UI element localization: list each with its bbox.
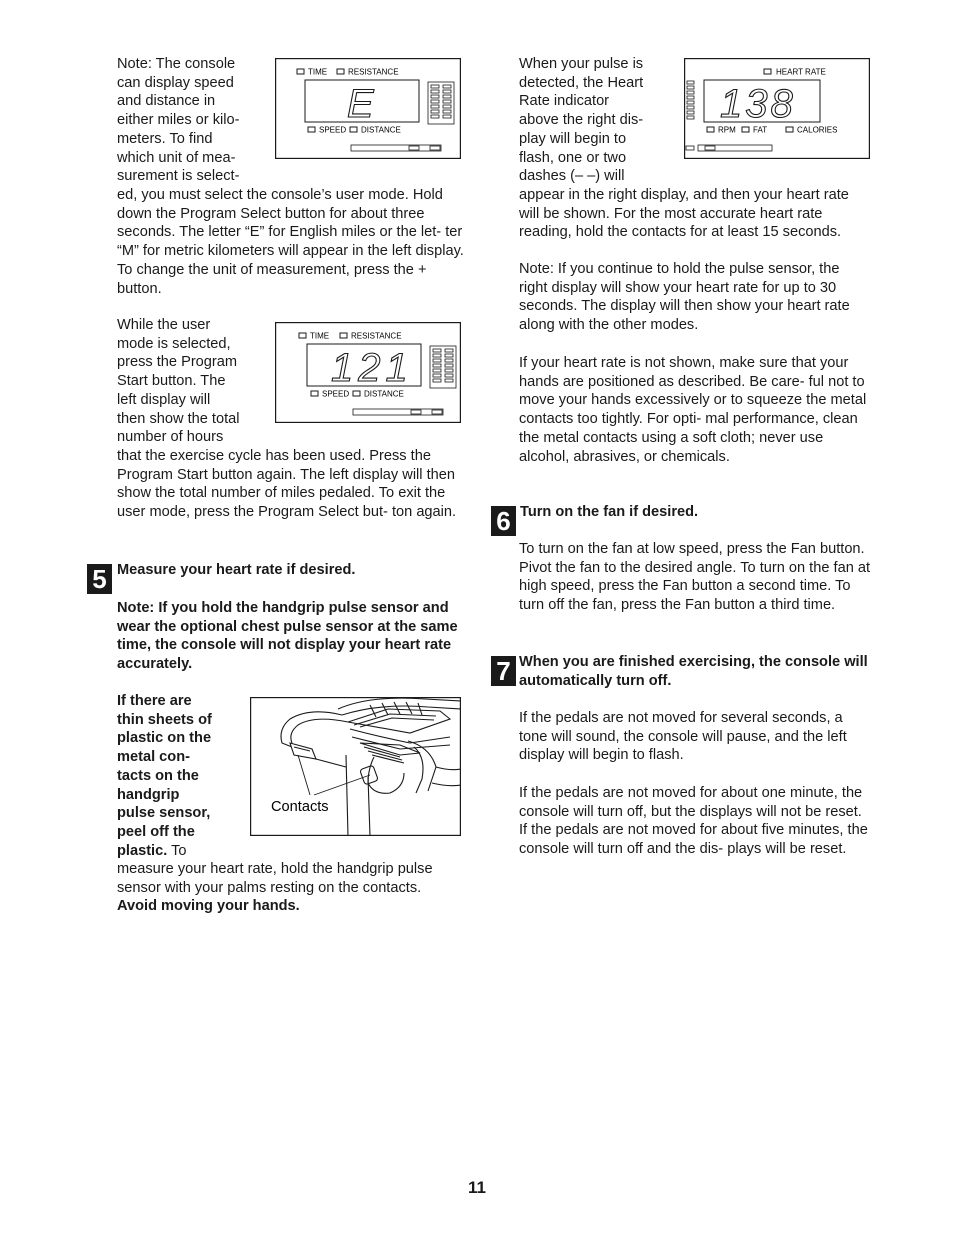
text-line: plastic on the — [117, 730, 212, 747]
time-label: TIME — [310, 331, 330, 341]
heart-rate-label: HEART RATE — [776, 67, 826, 77]
speed-label: SPEED — [322, 389, 350, 399]
step-5-measure-text — [117, 860, 462, 916]
text-line: When your pulse is — [519, 56, 644, 72]
text-line: flash, one or two — [519, 149, 627, 166]
lcd-digits: E — [347, 82, 374, 126]
text-line: Note: The console — [117, 56, 236, 72]
text-line: left display will — [117, 391, 211, 408]
step-6-heading: Turn on the fan if desired. — [520, 504, 699, 520]
text-line: Rate indicator — [519, 93, 610, 110]
console-display-figure-121 — [275, 322, 461, 423]
heart-rate-display-figure — [684, 58, 870, 159]
col2-paragraph-2: Note: If you continue to hold the pulse sensor, the right display will show your heart rate for up to 30 seconds. The display will then show your heart rate along with the other modes. — [519, 261, 850, 334]
step-5-heading: Measure your heart rate if desired. — [117, 562, 356, 578]
step-7-body-1: If the pedals are not moved for several seconds, a tone will sound, the console will pause, and the left display will begin to flash. — [519, 710, 847, 764]
text-line: either miles or kilo- — [117, 112, 240, 129]
step-7-heading: When you are finished exercising, the console will automatically turn off. — [519, 654, 868, 689]
distance-label: DISTANCE — [361, 125, 401, 135]
text-line: pulse sensor, — [117, 805, 211, 822]
handgrip-contacts-figure — [250, 697, 461, 836]
step-number-5: 5 — [87, 564, 112, 594]
text-line: If there are — [117, 693, 192, 709]
resistance-label: RESISTANCE — [348, 67, 399, 77]
text-line: peel off the — [117, 823, 195, 840]
text-line: While the user — [117, 317, 211, 333]
console-display-figure-e — [275, 58, 461, 159]
step-number-6: 6 — [491, 506, 516, 536]
text-line: thin sheets of — [117, 711, 212, 728]
text-line: number of hours — [117, 429, 224, 446]
avoid-moving-hands: Avoid moving your hands. — [117, 898, 300, 915]
rpm-label: RPM — [718, 125, 736, 135]
text-line: dashes (– –) will — [519, 168, 625, 185]
text-line: which unit of mea- — [117, 149, 236, 166]
text-line: then show the total — [117, 410, 240, 427]
step-6-body: To turn on the fan at low speed, press the Fan button. Pivot the fan to the desired angle. To turn on the fan at high speed, press the Fan button a second time. To turn off the fan, press the Fan button a third time. — [519, 541, 871, 614]
lcd-digits: 138 — [720, 82, 796, 126]
resistance-label: RESISTANCE — [351, 331, 402, 341]
time-label: TIME — [308, 67, 328, 77]
col2-paragraph-1-rest: appear in the right display, and then your heart rate will be shown. For the most accurate heart rate reading, hold the contacts for at least 15 seconds. — [519, 187, 849, 241]
col1-paragraph-1-wrap — [117, 55, 239, 186]
text-line: and distance in — [117, 93, 216, 110]
text-line: can display speed — [117, 74, 234, 91]
col2-paragraph-1-wrap — [519, 55, 643, 186]
normal-text: To — [167, 842, 187, 859]
text-line: tacts on the — [117, 767, 199, 784]
bold-text: plastic. — [117, 842, 168, 859]
calories-label: CALORIES — [797, 125, 838, 135]
speed-label: SPEED — [319, 125, 347, 135]
col2-paragraph-3: If your heart rate is not shown, make sure that your hands are positioned as described. Be care- ful not to move your hands excessively or to squeeze the metal contacts too tightly. For opti- mal performance, clean the metal contacts using a soft cloth; never use alcohol, abrasives, or chemicals. — [519, 355, 867, 465]
step-5-note: Note: If you hold the handgrip pulse sensor and wear the optional chest pulse sensor at the same time, the console will not display your heart rate accurately. — [117, 600, 458, 673]
text-line: metal con- — [117, 749, 190, 766]
text-line — [117, 842, 212, 861]
contacts-label: Contacts — [271, 799, 329, 815]
distance-label: DISTANCE — [364, 389, 404, 399]
step-number-7: 7 — [491, 656, 516, 686]
page-number: 11 — [468, 1178, 486, 1197]
col1-paragraph-2-rest: that the exercise cycle has been used. Press the Program Start button again. The left display will then show the total number of miles pedaled. To exit the user mode, press the Program Select but- ton again. — [117, 448, 457, 521]
text-line: press the Program — [117, 354, 238, 371]
col1-paragraph-1-rest: ed, you must select the console’s user mode. Hold down the Program Select button for about three seconds. The letter “E” for English miles or the let- ter “M” for metric kilometers will appear in the left display. To change the unit of measurement, press the + button. — [117, 187, 464, 297]
step-7-body-2: If the pedals are not moved for about one minute, the console will turn off, but the displays will not be reset. If the pedals are not moved for about five minutes, the console will turn off and the dis- plays will be reset. — [519, 785, 868, 858]
fat-label: FAT — [753, 125, 768, 135]
text-line: above the right dis- — [519, 112, 644, 129]
text-line: detected, the Heart — [519, 74, 644, 91]
text-line: mode is selected, — [117, 335, 231, 352]
text-line: surement is select- — [117, 168, 240, 185]
step-5-peel-instruction — [117, 692, 212, 860]
col1-paragraph-2-wrap — [117, 316, 240, 447]
text-line: Start button. The — [117, 373, 226, 390]
text-line: play will begin to — [519, 130, 627, 147]
text-span: measure your heart rate, hold the handgrip pulse sensor with your palms resting on the contacts. — [117, 861, 433, 896]
text-line: meters. To find — [117, 130, 213, 147]
lcd-digits: 121 — [331, 346, 413, 390]
text-line: handgrip — [117, 786, 180, 803]
